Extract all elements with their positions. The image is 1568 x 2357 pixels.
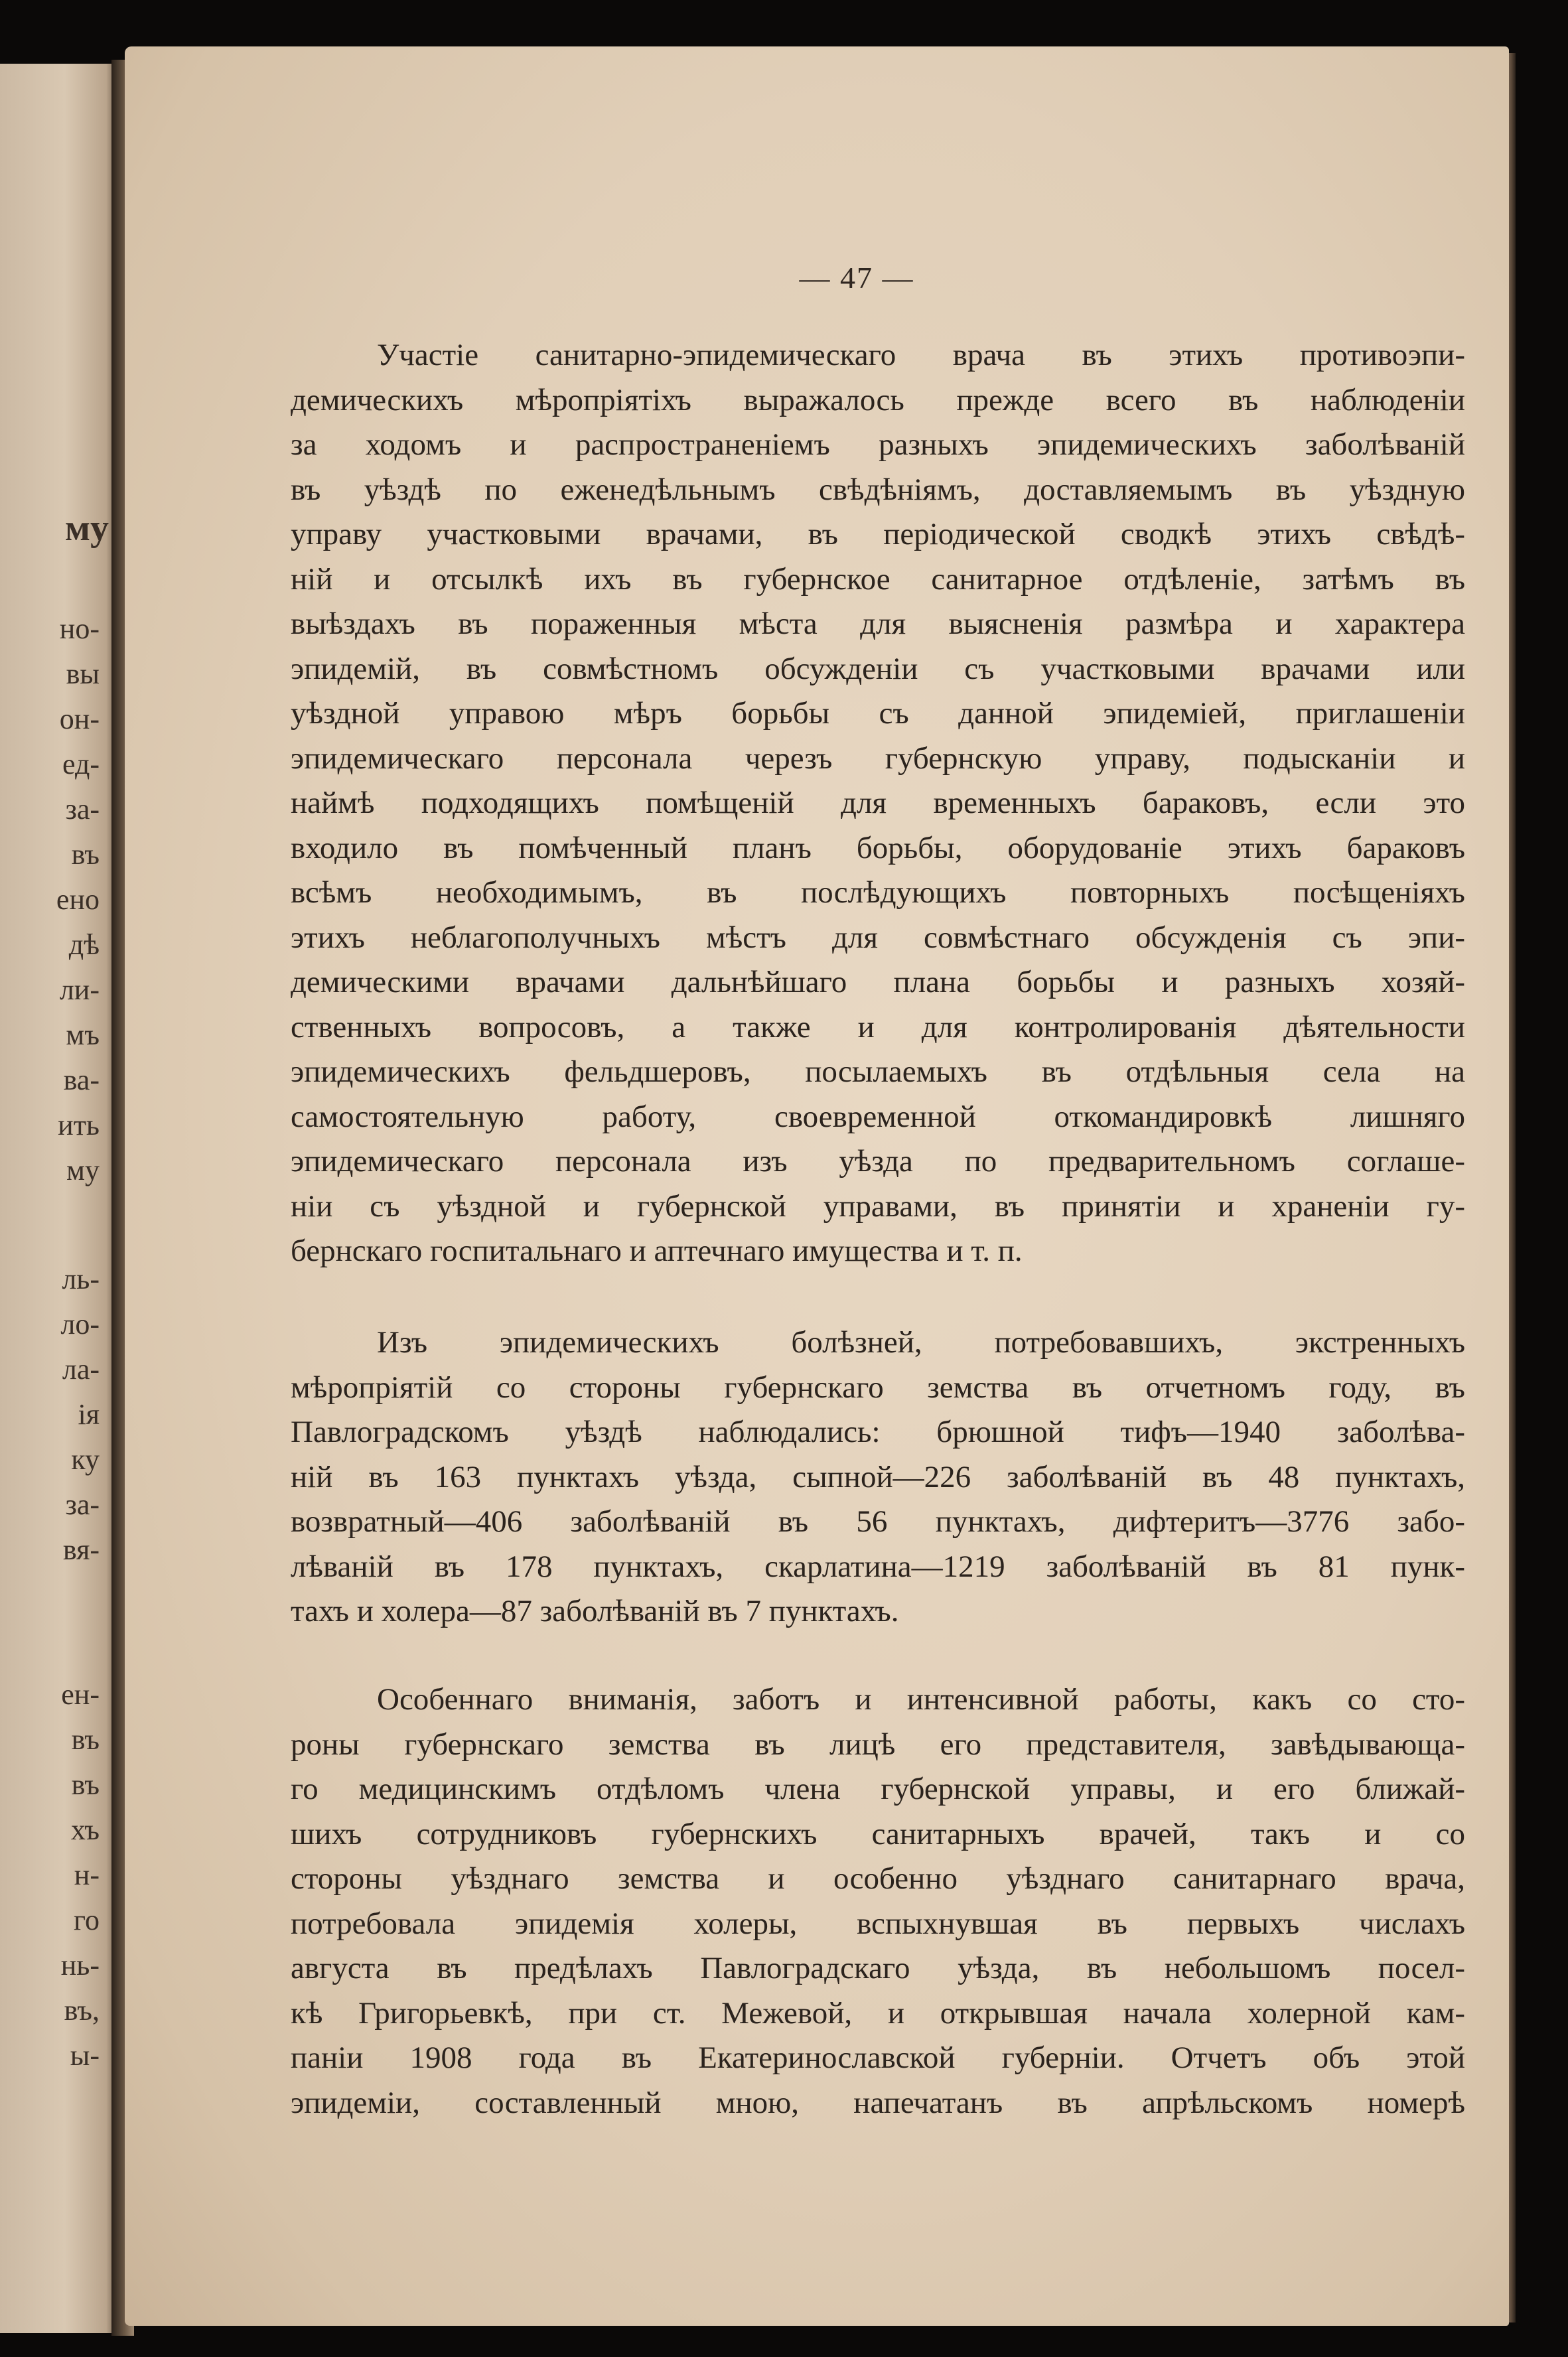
- left-page-fragment: въ,: [64, 1994, 100, 2027]
- left-page-fragment: но-: [59, 612, 100, 645]
- text-line: всѣмъ необходимымъ, въ послѣдующихъ повторныхъ посѣщеніяхъ: [291, 875, 1465, 910]
- left-page-fragment: въ: [71, 838, 100, 871]
- text-line: эпидемическаго персонала черезъ губернскую управу, подысканіи и: [291, 741, 1465, 776]
- text-line: наймѣ подходящихъ помѣщеній для временныхъ бараковъ, если это: [291, 786, 1465, 820]
- text-line: эпидемическихъ фельдшеровъ, посылаемыхъ въ отдѣльныя села на: [291, 1054, 1465, 1089]
- text-line: ніи съ уѣздной и губернской управами, въ принятіи и храненіи гу-: [291, 1188, 1465, 1224]
- text-line: Особеннаго вниманія, заботъ и интенсивной работы, какъ со сто-: [377, 1682, 1465, 1717]
- text-line: возвратный—406 заболѣваній въ 56 пунктахъ, дифтеритъ—3776 забо-: [291, 1504, 1465, 1539]
- left-page-fragment: н-: [74, 1859, 100, 1891]
- left-page-fragment: му: [66, 1154, 100, 1186]
- text-line: ній и отсылкѣ ихъ въ губернское санитарное отдѣленіе, затѣмъ въ: [291, 561, 1465, 597]
- text-line: демическихъ мѣропріятіхъ выражалось прежде всего въ наблюденіи: [291, 382, 1465, 417]
- text-line: августа въ предѣлахъ Павлоградскаго уѣзда, въ небольшомъ посел-: [291, 1951, 1465, 1985]
- left-page-fragment: ить: [58, 1109, 100, 1141]
- left-page-fragment: хъ: [70, 1814, 100, 1846]
- text-line: эпидемическаго персонала изъ уѣзда по предварительномъ соглаше-: [291, 1144, 1465, 1178]
- left-page-fragment: ед-: [62, 748, 100, 780]
- left-page-fragment: ли-: [59, 973, 100, 1006]
- left-page-fragment: мъ: [66, 1019, 100, 1051]
- page-number: — 47 —: [799, 261, 914, 295]
- left-page-fragment: ло-: [60, 1308, 100, 1340]
- left-page-fragment: ва-: [63, 1064, 100, 1096]
- left-page-edge: [0, 64, 118, 2333]
- left-page-fragment: он-: [59, 703, 100, 735]
- left-page-fragment: ія: [78, 1398, 100, 1431]
- text-line: эпидеміи, составленный мною, напечатанъ въ апрѣльскомъ номерѣ: [291, 2085, 1465, 2120]
- book-page: [125, 46, 1509, 2326]
- left-page-fragment: ы-: [70, 2039, 100, 2072]
- left-page-fragment: въ: [71, 1723, 100, 1756]
- text-line: шихъ сотрудниковъ губернскихъ санитарныхъ врачей, такъ и со: [291, 1816, 1465, 1851]
- text-line: го медицинскимъ отдѣломъ члена губернской управы, и его ближай-: [291, 1772, 1465, 1806]
- text-line: потребовала эпидемія холеры, вспыхнувшая въ первыхъ числахъ: [291, 1906, 1465, 1941]
- text-line: уѣздной управою мѣръ борьбы съ данной эпидеміей, приглашеніи: [291, 696, 1465, 731]
- text-line: стороны уѣзднаго земства и особенно уѣзднаго санитарнаго врача,: [291, 1861, 1465, 1896]
- text-line: Участіе санитарно-эпидемическаго врача въ этихъ противоэпи-: [377, 338, 1465, 372]
- text-line: кѣ Григорьевкѣ, при ст. Межевой, и открывшая начала холерной кам-: [291, 1995, 1465, 2031]
- paragraph-1: [291, 333, 1465, 1274]
- text-line: роны губернскаго земства въ лицѣ его представителя, завѣдывающа-: [291, 1727, 1465, 1762]
- text-line: демическими врачами дальнѣйшаго плана борьбы и разныхъ хозяй-: [291, 965, 1465, 999]
- left-page-fragment: за-: [65, 1488, 100, 1521]
- text-line: лѣваній въ 178 пунктахъ, скарлатина—1219 заболѣваній въ 81 пунк-: [291, 1549, 1465, 1584]
- text-line: входило въ помѣченный планъ борьбы, оборудованіе этихъ бараковъ: [291, 830, 1465, 865]
- paragraph-3: [291, 1678, 1465, 2125]
- left-page-fragment: вы: [66, 658, 100, 690]
- paragraph-2: [291, 1321, 1465, 1634]
- text-line: Павлоградскомъ уѣздѣ наблюдались: брюшной тифъ—1940 заболѣва-: [291, 1415, 1465, 1449]
- left-page-fragment: ен-: [61, 1678, 100, 1711]
- text-line: этихъ неблагополучныхъ мѣстъ для совмѣстнаго обсужденія съ эпи-: [291, 920, 1465, 955]
- text-line: паніи 1908 года въ Екатеринославской губерніи. Отчетъ объ этой: [291, 2040, 1465, 2075]
- left-page-fragment: ку: [71, 1443, 100, 1476]
- left-page-fragment: ла-: [62, 1353, 100, 1386]
- left-page-fragment: дѣ: [68, 928, 100, 961]
- text-line: мѣропріятій со стороны губернскаго земства въ отчетномъ году, въ: [291, 1370, 1465, 1405]
- text-line: управу участковыми врачами, въ періодической сводкѣ этихъ свѣдѣ-: [291, 517, 1465, 551]
- text-line: ственныхъ вопросовъ, а также и для контролированія дѣятельности: [291, 1009, 1465, 1044]
- left-page-fragment: за-: [65, 793, 100, 825]
- left-page-fragment: ено: [56, 883, 100, 916]
- left-page-fragment: вя-: [62, 1534, 100, 1566]
- text-line: въ уѣздѣ по еженедѣльнымъ свѣдѣніямъ, доставляемымъ въ уѣздную: [291, 472, 1465, 507]
- left-page-fragment: го: [74, 1904, 100, 1936]
- text-line: самостоятельную работу, своевременной откомандировкѣ лишняго: [291, 1099, 1465, 1134]
- left-page-fragment: нь-: [60, 1949, 100, 1981]
- text-line: тахъ и холера—87 заболѣваній въ 7 пунктахъ.: [291, 1594, 899, 1628]
- left-page-fragment: му: [64, 508, 109, 549]
- left-page-fragment: въ: [71, 1768, 100, 1801]
- text-line: Изъ эпидемическихъ болѣзней, потребовавшихъ, экстренныхъ: [377, 1325, 1465, 1360]
- text-line: выѣздахъ въ пораженныя мѣста для выясненія размѣра и характера: [291, 607, 1465, 641]
- text-line: бернскаго госпитальнаго и аптечнаго имущества и т. п.: [291, 1234, 1023, 1268]
- left-page-fragment: ль-: [62, 1263, 100, 1295]
- text-line: за ходомъ и распространеніемъ разныхъ эпидемическихъ заболѣваній: [291, 427, 1465, 462]
- text-line: ній въ 163 пунктахъ уѣзда, сыпной—226 заболѣваній въ 48 пунктахъ,: [291, 1459, 1465, 1494]
- text-line: эпидемій, въ совмѣстномъ обсужденіи съ участковыми врачами или: [291, 651, 1465, 686]
